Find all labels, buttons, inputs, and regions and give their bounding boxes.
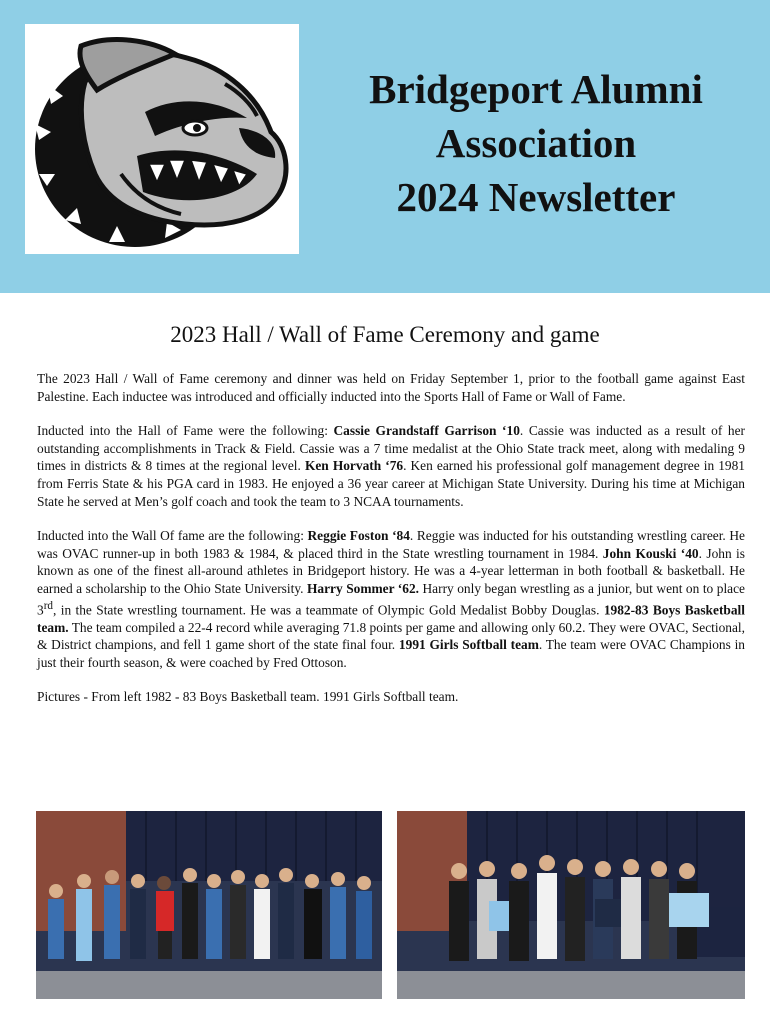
inductee-name: Reggie Foston ‘84 xyxy=(307,528,410,544)
bulldog-logo xyxy=(25,24,299,254)
intro-text: The 2023 Hall / Wall of Fame ceremony and dinner was held on Friday September 1, prior to the football game against East Palestine. Each inductee was introduced and officially inducted into the Sports Hall of Fame or Wall of Fame. xyxy=(37,371,745,404)
inductee-text: . Reggie was inducted for his outstanding wrestling career. He was OVAC runner-up in both 1983 & 1984, & placed third in the State wrestling tournament in 1984. xyxy=(37,528,745,561)
intro-paragraph xyxy=(37,370,745,405)
inductee-name: Harry Sommer ‘62. xyxy=(307,580,419,596)
inductee-name: Ken Horvath ‘76 xyxy=(304,458,404,474)
newsletter-header xyxy=(0,0,770,293)
inductee-text: , in the State wrestling tournament. He was a teammate of Olympic Gold Medalist Bobby Douglas. xyxy=(53,602,604,617)
title-line-2: Association xyxy=(435,120,637,166)
pictures-caption xyxy=(37,688,745,706)
inductee-text: . John is known as one of the finest all-around athletes in Bridgeport history. He was a 4-year letterman in both football & basketball. He earned a scholarship to the Ohio State University. xyxy=(37,545,745,596)
hall-of-fame-paragraph xyxy=(37,422,745,510)
inductee-text: . The team were OVAC Champions in just their fourth season, & were coached by Fred Ottoson. xyxy=(37,637,745,670)
inductee-text: . Ken earned his professional golf management degree in 1981 from Ferris State & his PGA card in 1983. He enjoyed a 36 year career at Michigan State University. During his time at Michigan State he served at Men’s golf coach and took the team to 3 NCAA tournaments. xyxy=(37,458,746,509)
newsletter-title xyxy=(318,62,754,224)
wall-of-fame-paragraph xyxy=(37,527,745,671)
inductee-name: Cassie Grandstaff Garrison ‘10 xyxy=(333,423,520,439)
caption-text: Pictures - From left 1982 - 83 Boys Basketball team. 1991 Girls Softball team. xyxy=(37,689,459,705)
bulldog-mascot-icon xyxy=(25,24,299,254)
boys-basketball-team-photo xyxy=(36,811,382,999)
article-body xyxy=(37,370,745,723)
girls-softball-team-photo xyxy=(397,811,745,999)
inductee-name: 1991 Girls Softball team xyxy=(398,637,539,653)
title-line-1: Bridgeport Alumni xyxy=(369,66,703,112)
inductee-text: . Cassie was inducted as a result of her outstanding accomplishments in Track & Field. Cassie was a 7 time medalist at the Ohio State track meet, along with medaling 9 times in districts & 8 times at the regional level. xyxy=(37,423,745,474)
ordinal-suffix: rd xyxy=(43,599,53,612)
title-line-3: 2024 Newsletter xyxy=(396,174,676,220)
inductee-name: 1982-83 Boys Basketball team. xyxy=(37,602,745,635)
inductee-name: John Kouski ‘40 xyxy=(602,545,699,561)
section-heading: 2023 Hall / Wall of Fame Ceremony and game xyxy=(170,322,600,347)
inductee-text: Harry only began wrestling as a junior, but went on to place 3 xyxy=(37,580,745,617)
hof-lead: Inducted into the Hall of Fame were the following: xyxy=(37,423,334,439)
inductee-text: The team compiled a 22-4 record while averaging 71.8 points per game and allowing only 60.2. They were OVAC, Sectional, & District champions, and fell 1 game short of the state final four. xyxy=(37,619,745,653)
wof-lead: Inducted into the Wall Of fame are the following: xyxy=(37,528,308,544)
